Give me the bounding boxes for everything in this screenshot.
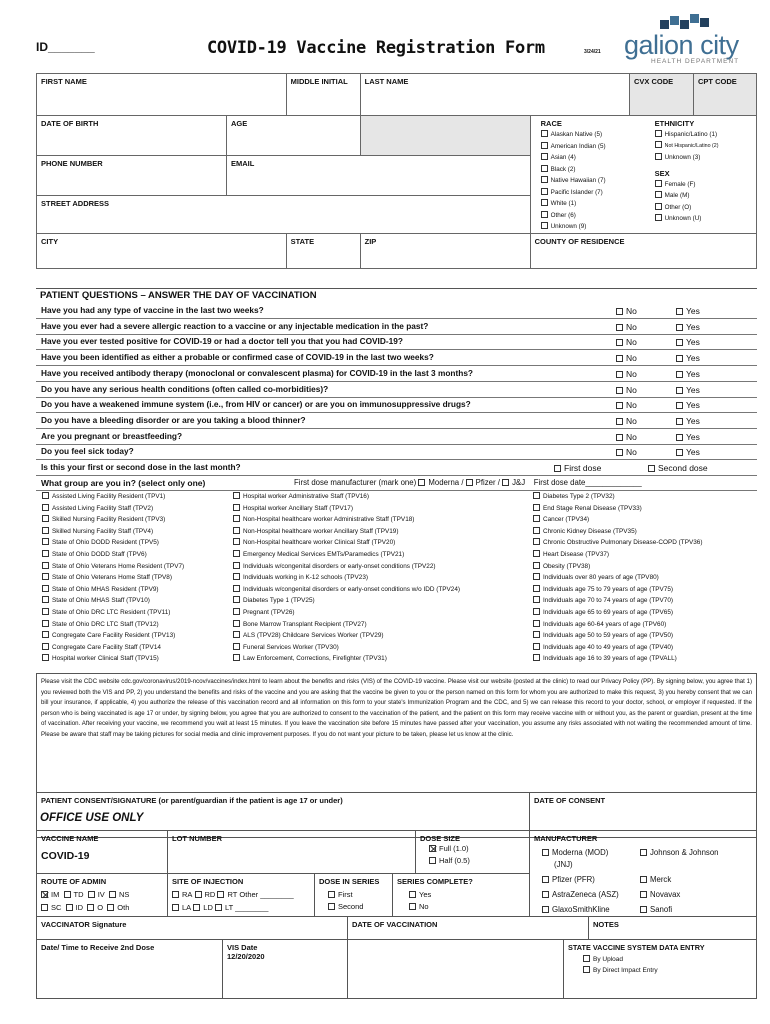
group-option[interactable]: End Stage Renal Disease (TPV33) xyxy=(533,503,702,515)
group-option[interactable]: State of Ohio Veterans Home Resident (TPV7) xyxy=(42,561,184,573)
group-option[interactable]: Chronic Kidney Disease (TPV35) xyxy=(533,526,702,538)
group-option[interactable]: Emergency Medical Services EMTs/Paramedics (TPV21) xyxy=(233,549,460,561)
race-option[interactable]: Native Hawaiian (7) xyxy=(541,175,606,187)
yes-checkbox[interactable]: Yes xyxy=(676,383,700,398)
group-option[interactable]: Individuals w/congenital disorders or early-onset conditions w/o IDD (TPV24) xyxy=(233,584,460,596)
group-option[interactable]: Non-Hospital healthcare worker Clinical Staff (TPV20) xyxy=(233,537,460,549)
logo-text: galion city xyxy=(624,30,739,60)
race-option[interactable]: Pacific Islander (7) xyxy=(541,187,606,199)
group-question: What group are you in? (select only one) xyxy=(41,478,206,488)
sanofi-checkbox[interactable]: Sanofi xyxy=(640,904,719,916)
sex-option[interactable]: Female (F) xyxy=(655,179,719,191)
group-option[interactable]: State of Ohio MHAS Staff (TPV10) xyxy=(42,595,184,607)
yes-checkbox[interactable]: Yes xyxy=(676,320,700,335)
logo-buildings-icon xyxy=(660,14,720,30)
yes-checkbox[interactable]: Yes xyxy=(676,414,700,429)
race-option[interactable]: Alaskan Native (5) xyxy=(541,129,606,141)
state-field[interactable]: STATE xyxy=(286,234,360,269)
race-option[interactable]: Other (6) xyxy=(541,210,606,222)
cpt-code-field: CPT CODE xyxy=(694,74,757,116)
glaxo-checkbox[interactable]: GlaxoSmithKline xyxy=(542,904,619,916)
id-label: ID_______ xyxy=(36,40,95,54)
ethnicity-option[interactable]: Not Hispanic/Latino (2) xyxy=(655,141,719,153)
pfizer-checkbox[interactable] xyxy=(466,479,473,486)
form-date: 3/24/21 xyxy=(584,49,601,55)
question-row: Have you ever tested positive for COVID-19 or had a doctor tell you that you had COVID-19? No Yes xyxy=(36,334,757,350)
second-dose-checkbox[interactable]: Second dose xyxy=(648,461,708,476)
no-checkbox[interactable]: No xyxy=(616,398,637,413)
by-upload-checkbox[interactable]: By Upload xyxy=(568,955,752,963)
consent-text: Please visit the CDC website cdc.gov/coronavirus/2019-ncov/vaccines/index.html to learn about the benefits and risks (VIS) of the COVID-19 vaccine. Please visit our website (posted at the clinic) to read our Privacy Policy (PP). By signing below, you agree that 1) you reviewed both the VIS and PP, 2) you understand the benefits and risks of the vaccine and you are asking that the vaccine be given to you or the person named on this form for whom you are authorized to make this request, 3) you hereby consent that we can bill your insurance, if applicable, 4) you authorize the release of this vaccination record and all information on this form to your state's Immunization Program and the CDC, and 5) we can release this record to your doctor, school, or employer if requested. If the person who is being vaccinated is age 17 or under, by signing below, you agree that you are authorized to consent to the vaccination of the patient, and the patient on this form may receive vaccine with or without you, as the parent or guardian, present at the time of vaccination. After receiving your vaccine, we recommend you wait at least 15 minutes. If you leave the vaccination site before 15 minutes have passed after your vaccination, you assume any risks associated with not waiting the recommended amount of time. Please be aware that staff may be taking pictures for social media and clinic improvement purposes. If you do not want your picture to be taken, please let us know at the clinic. xyxy=(41,678,752,738)
no-checkbox[interactable]: No xyxy=(616,320,637,335)
vaccine-name-cell: VACCINE NAME COVID-19 xyxy=(36,830,168,874)
form-title: COVID-19 Vaccine Registration Form xyxy=(207,38,545,58)
group-option[interactable]: State of Ohio DRC LTC Staff (TPV12) xyxy=(42,619,184,631)
race-option[interactable]: Asian (4) xyxy=(541,152,606,164)
group-option[interactable]: Individuals age 16 to 39 years of age (TPVALL) xyxy=(533,653,702,665)
lot-number-field[interactable]: LOT NUMBER xyxy=(167,830,416,874)
group-option[interactable]: Skilled Nursing Facility Resident (TPV3) xyxy=(42,514,184,526)
office-use-heading: OFFICE USE ONLY xyxy=(40,812,144,824)
question-row: Do you have a weakened immune system (i.e., from HIV or cancer) or are you on immunosuppressive drugs? No Yes xyxy=(36,397,757,413)
merck-checkbox[interactable]: Merck xyxy=(640,874,719,886)
no-checkbox[interactable]: No xyxy=(616,304,637,319)
group-option[interactable]: Individuals age 70 to 74 years of age (TPV70) xyxy=(533,595,702,607)
group-option[interactable]: ALS (TPV28) Childcare Services Worker (TPV29) xyxy=(233,630,460,642)
group-option[interactable]: Diabetes Type 1 (TPV25) xyxy=(233,595,460,607)
by-direct-entry-checkbox[interactable]: By Direct Impact Entry xyxy=(568,966,752,974)
vaccine-name-value: COVID-19 xyxy=(41,850,90,862)
first-dose-date[interactable]: First dose date_____________ xyxy=(533,478,642,487)
last-name-field[interactable]: LAST NAME xyxy=(360,74,629,116)
group-option[interactable]: Individuals age 65 to 69 years of age (TPV65) xyxy=(533,607,702,619)
group-column-3 xyxy=(533,491,702,665)
group-option[interactable]: Individuals w/congenital disorders or early-onset conditions (TPV22) xyxy=(233,561,460,573)
first-dose-manufacturer-line: First dose manufacturer (mark one) Moderna / Pfizer / J&J First dose date_____________ xyxy=(294,478,642,487)
first-name-field[interactable]: FIRST NAME xyxy=(37,74,287,116)
group-option[interactable]: State of Ohio DRC LTC Resident (TPV11) xyxy=(42,607,184,619)
moderna-checkbox[interactable] xyxy=(418,479,425,486)
race-group xyxy=(541,119,606,233)
group-option[interactable]: Pregnant (TPV26) xyxy=(233,607,460,619)
group-option[interactable]: Heart Disease (TPV37) xyxy=(533,549,702,561)
group-option[interactable]: Obesity (TPV38) xyxy=(533,561,702,573)
notes-field[interactable]: NOTES xyxy=(588,916,757,940)
group-option[interactable]: Non-Hospital healthcare worker Administrative Staff (TPV18) xyxy=(233,514,460,526)
first-dose-checkbox[interactable]: First dose xyxy=(554,461,601,476)
date-of-vaccination-field[interactable]: DATE OF VACCINATION xyxy=(347,916,589,940)
manufacturer-cell: MANUFACTURER Moderna (MOD) (JNJ) Pfizer (PFR) AstraZeneca (ASZ) GlaxoSmithKline Johnson & Johnson Merck Novavax Sanofi xyxy=(529,830,757,917)
city-field[interactable]: CITY xyxy=(37,234,287,269)
no-checkbox[interactable]: No xyxy=(616,367,637,382)
question-row: Do you feel sick today? No Yes xyxy=(36,444,757,460)
dob-field[interactable]: DATE OF BIRTH xyxy=(37,116,227,156)
email-field[interactable]: EMAIL xyxy=(227,156,531,196)
demographics-table xyxy=(36,73,757,269)
no-checkbox[interactable]: No xyxy=(616,351,637,366)
dose-series-cell: DOSE IN SERIES First Second xyxy=(314,873,393,917)
no-checkbox[interactable]: No xyxy=(616,414,637,429)
yes-checkbox[interactable]: Yes xyxy=(676,335,700,350)
half-dose-checkbox[interactable]: Half (0.5) xyxy=(420,855,525,867)
state-entry-cell: STATE VACCINE SYSTEM DATA ENTRY By Upload By Direct Impact Entry xyxy=(563,939,757,999)
logo-subtitle: HEALTH DEPARTMENT xyxy=(651,58,740,65)
group-option[interactable]: Hospital worker Administrative Staff (TPV16) xyxy=(233,491,460,503)
question-row: Have you been identified as either a probable or confirmed case of COVID-19 in the last two weeks? No Yes xyxy=(36,350,757,366)
group-option[interactable]: Non-Hospital healthcare worker Ancillary Staff (TPV19) xyxy=(233,526,460,538)
ethnicity-option[interactable]: Unknown (3) xyxy=(655,152,719,164)
group-option[interactable]: Individuals age 75 to 79 years of age (TPV75) xyxy=(533,584,702,596)
race-option[interactable]: White (1) xyxy=(541,198,606,210)
novavax-checkbox[interactable]: Novavax xyxy=(640,889,719,901)
no-checkbox[interactable]: No xyxy=(616,383,637,398)
group-option[interactable]: State of Ohio DODD Resident (TPV5) xyxy=(42,537,184,549)
group-option[interactable]: Hospital worker Ancillary Staff (TPV17) xyxy=(233,503,460,515)
group-option[interactable]: Individuals over 80 years of age (TPV80) xyxy=(533,572,702,584)
im-checkbox[interactable] xyxy=(41,891,48,898)
route-cell: ROUTE OF ADMIN IM TD IV NS SC ID O Oth xyxy=(36,873,168,917)
race-ethnicity-sex-cell xyxy=(530,116,756,234)
group-option[interactable]: Cancer (TPV34) xyxy=(533,514,702,526)
group-column-2 xyxy=(233,491,460,665)
no-checkbox[interactable]: No xyxy=(616,335,637,350)
group-option[interactable]: State of Ohio Veterans Home Staff (TPV8) xyxy=(42,572,184,584)
group-option[interactable]: Individuals age 40 to 49 years of age (TPV40) xyxy=(533,642,702,654)
vis-date-value: 12/20/2020 xyxy=(227,952,265,961)
pfizer-checkbox[interactable]: Pfizer (PFR) xyxy=(542,874,619,886)
questions-heading: PATIENT QUESTIONS – ANSWER THE DAY OF VACCINATION xyxy=(36,288,757,303)
phone-field[interactable]: PHONE NUMBER xyxy=(37,156,227,196)
race-option[interactable]: Black (2) xyxy=(541,164,606,176)
no-checkbox[interactable]: No xyxy=(616,445,637,460)
street-address-field[interactable]: STREET ADDRESS xyxy=(37,196,531,234)
sex-label: SEX xyxy=(654,168,670,178)
group-option[interactable]: Diabetes Type 2 (TPV32) xyxy=(533,491,702,503)
sex-option[interactable]: Unknown (U) xyxy=(655,213,719,225)
zip-field[interactable]: ZIP xyxy=(360,234,530,269)
group-option[interactable]: Individuals age 50 to 59 years of age (TPV50) xyxy=(533,630,702,642)
middle-initial-field[interactable]: MIDDLE INITIAL xyxy=(286,74,360,116)
second-dose-date-field[interactable]: Date/ Time to Receive 2nd Dose xyxy=(36,939,223,999)
age-field[interactable]: AGE xyxy=(227,116,361,156)
yes-checkbox[interactable]: Yes xyxy=(676,398,700,413)
yes-checkbox[interactable]: Yes xyxy=(676,430,700,445)
date-of-consent-field[interactable]: DATE OF CONSENT xyxy=(529,792,757,838)
group-option[interactable]: State of Ohio MHAS Resident (TPV9) xyxy=(42,584,184,596)
ethnicity-label: ETHNICITY xyxy=(654,119,695,128)
vaccinator-signature-field[interactable]: VACCINATOR Signature xyxy=(36,916,348,940)
question-row: Have you had any type of vaccine in the last two weeks? No Yes xyxy=(36,303,757,319)
patient-signature-field[interactable]: PATIENT CONSENT/SIGNATURE (or parent/guardian if the patient is age 17 or under) xyxy=(36,792,530,838)
group-option[interactable]: Law Enforcement, Corrections, Firefighter (TPV31) xyxy=(233,653,460,665)
question-row: Do you have any serious health conditions (often called co-morbidities)? No Yes xyxy=(36,382,757,398)
ethnicity-group xyxy=(655,119,719,225)
vis-date-cell: VIS Date 12/20/2020 xyxy=(222,939,348,999)
jj-checkbox[interactable] xyxy=(502,479,509,486)
cvx-code-field: CVX CODE xyxy=(630,74,694,116)
group-option[interactable]: Congregate Care Facility Resident (TPV13) xyxy=(42,630,184,642)
group-option[interactable]: Assisted Living Facility Staff (TPV2) xyxy=(42,503,184,515)
full-dose-checkbox[interactable]: Full (1.0) xyxy=(420,843,525,855)
race-label: RACE xyxy=(540,119,562,128)
jnj-checkbox[interactable]: Johnson & Johnson xyxy=(640,847,719,859)
group-option[interactable]: Funeral Services Worker (TPV30) xyxy=(233,642,460,654)
race-option[interactable]: Unknown (9) xyxy=(541,221,606,233)
question-row: Do you have a bleeding disorder or are you taking a blood thinner? No Yes xyxy=(36,413,757,429)
injection-site-cell: SITE OF INJECTION RA RD RT Other ________ LA LD LT ________ xyxy=(167,873,315,917)
yes-checkbox[interactable]: Yes xyxy=(676,304,700,319)
astrazeneca-checkbox[interactable]: AstraZeneca (ASZ) xyxy=(542,889,619,901)
series-complete-cell: SERIES COMPLETE? Yes No xyxy=(392,873,530,917)
group-option[interactable]: Individuals age 60-64 years of age (TPV60) xyxy=(533,619,702,631)
yes-checkbox[interactable]: Yes xyxy=(676,351,700,366)
group-option[interactable]: Congregate Care Facility Staff (TPV14 xyxy=(42,642,184,654)
group-option[interactable]: Hospital worker Clinical Staff (TPV15) xyxy=(42,653,184,665)
question-row: Have you received antibody therapy (monoclonal or convalescent plasma) for COVID-19 in the last 3 months? No Yes xyxy=(36,366,757,382)
yes-checkbox[interactable]: Yes xyxy=(676,445,700,460)
no-checkbox[interactable]: No xyxy=(616,430,637,445)
blank-cell xyxy=(347,939,564,999)
group-option[interactable]: Bone Marrow Transplant Recipient (TPV27) xyxy=(233,619,460,631)
county-field[interactable]: COUNTY OF RESIDENCE xyxy=(530,234,756,269)
yes-checkbox[interactable]: Yes xyxy=(676,367,700,382)
moderna-checkbox[interactable]: Moderna (MOD) xyxy=(542,847,619,859)
group-option[interactable]: Individuals working in K-12 schools (TPV23) xyxy=(233,572,460,584)
group-option[interactable]: State of Ohio DODD Staff (TPV6) xyxy=(42,549,184,561)
sex-option[interactable]: Other (O) xyxy=(655,202,719,214)
sex-option[interactable]: Male (M) xyxy=(655,190,719,202)
group-option[interactable]: Assisted Living Facility Resident (TPV1) xyxy=(42,491,184,503)
question-row: Have you ever had a severe allergic reaction to a vaccine or any injectable medication in the past? No Yes xyxy=(36,319,757,335)
ethnicity-option[interactable]: Hispanic/Latino (1) xyxy=(655,129,719,141)
group-column-1 xyxy=(42,491,184,665)
question-row: Are you pregnant or breastfeeding? No Yes xyxy=(36,429,757,445)
group-option[interactable]: Skilled Nursing Facility Staff (TPV4) xyxy=(42,526,184,538)
dose-question-row: Is this your first or second dose in the last month? First dose Second dose xyxy=(36,460,757,476)
group-option[interactable]: Chronic Obstructive Pulmonary Disease-COPD (TPV36) xyxy=(533,537,702,549)
race-option[interactable]: American Indian (5) xyxy=(541,141,606,153)
dose-size-cell: DOSE SIZE Full (1.0) Half (0.5) xyxy=(415,830,530,874)
